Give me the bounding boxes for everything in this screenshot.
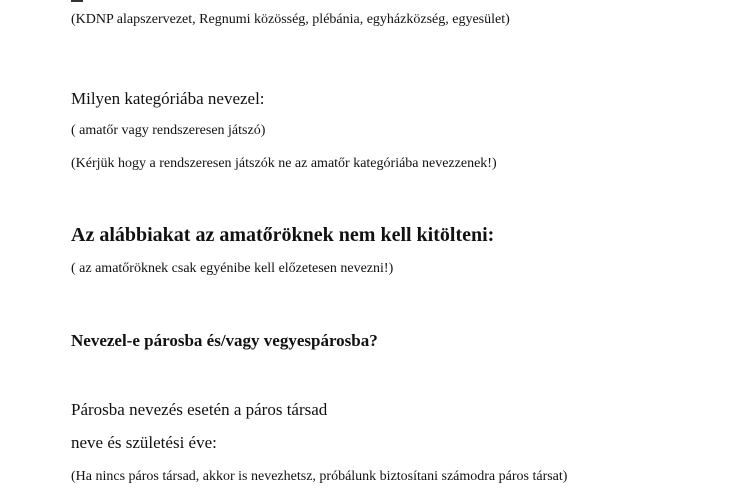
category-question: Milyen kategóriába nevezel: xyxy=(71,89,265,108)
pairs-question: Nevezel-e párosba és/vagy vegyespárosba? xyxy=(71,331,378,350)
organization-hint: (KDNP alapszervezet, Regnumi közösség, plébánia, egyházközség, egyesület) xyxy=(71,12,510,27)
amateur-heading: Az alábbiakat az amatőröknek nem kell kitölteni: xyxy=(71,224,495,246)
cut-off-text-fragment xyxy=(71,0,83,2)
category-note: (Kérjük hogy a rendszeresen játszók ne az amatőr kategóriába nevezzenek!) xyxy=(71,156,497,171)
category-options: ( amatőr vagy rendszeresen játszó) xyxy=(71,123,266,138)
amateur-note: ( az amatőröknek csak egyénibe kell előzetesen nevezni!) xyxy=(71,261,394,276)
partner-note: (Ha nincs páros társad, akkor is nevezhetsz, próbálunk biztosítani számodra páros társat) xyxy=(71,469,568,484)
partner-instruction-line1: Párosba nevezés esetén a páros társad xyxy=(71,400,328,419)
partner-instruction-line2: neve és születési éve: xyxy=(71,433,217,452)
